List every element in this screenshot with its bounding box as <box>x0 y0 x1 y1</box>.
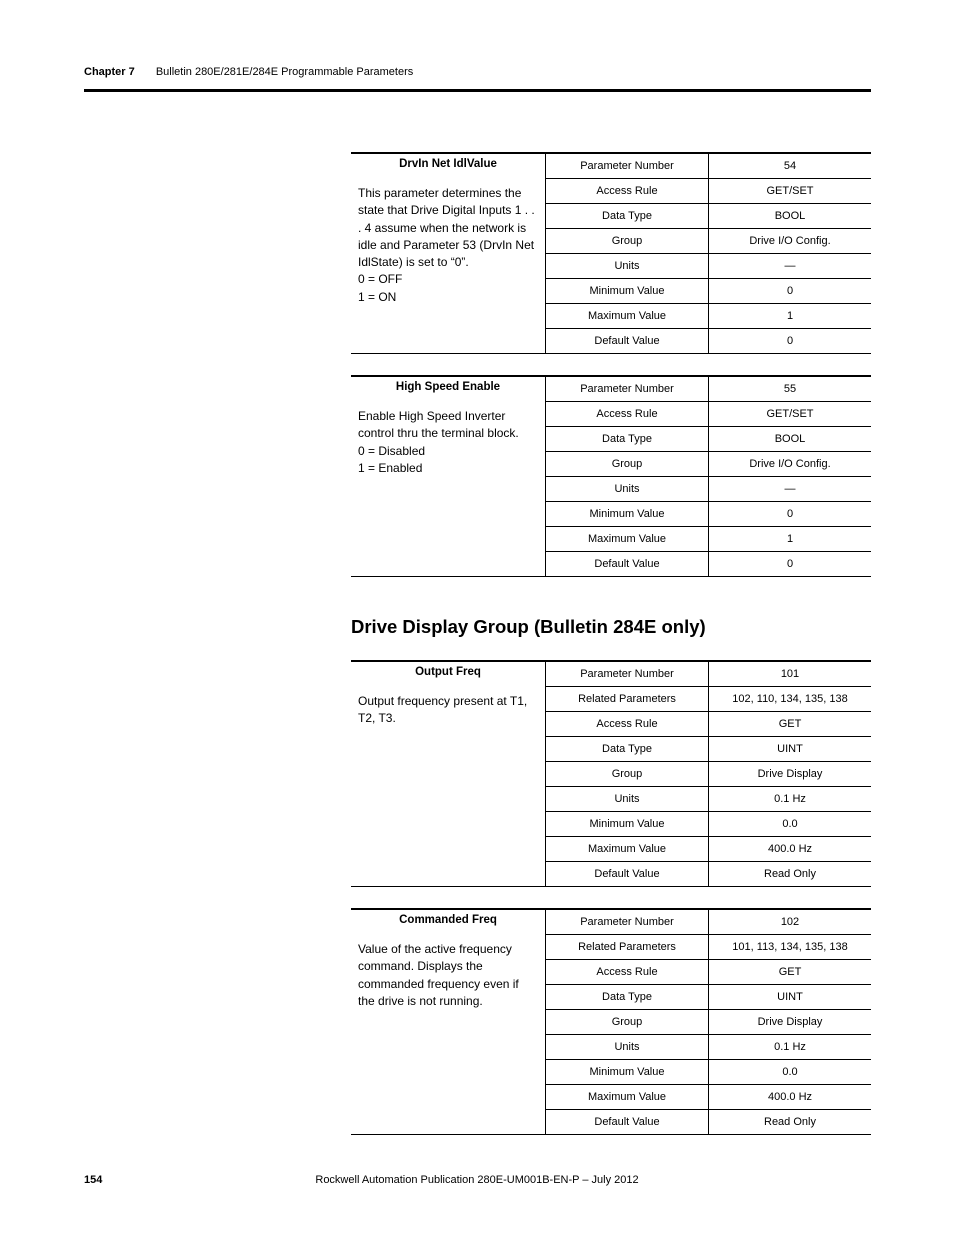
attr-key: Access Rule <box>546 960 709 984</box>
attr-value: 0 <box>786 335 794 347</box>
attr-value: Drive I/O Config. <box>749 235 831 247</box>
attr-value: 400.0 Hz <box>767 1091 813 1103</box>
description-line: 1 = ON <box>358 289 397 304</box>
param-description <box>351 185 545 306</box>
table-row <box>546 910 871 934</box>
attr-value: GET <box>778 966 802 978</box>
table-row <box>546 476 871 501</box>
param-description-cell <box>351 910 546 1134</box>
page-number: 154 <box>84 1174 103 1186</box>
attr-value: Read Only <box>764 868 816 880</box>
attr-value: 0 <box>786 285 794 297</box>
attr-value: 0 <box>786 558 794 570</box>
attr-key: Default Value <box>546 862 709 886</box>
param-description <box>351 408 545 477</box>
attr-key: Data Type <box>546 985 709 1009</box>
attr-key: Data Type <box>546 427 709 451</box>
table-row <box>546 401 871 426</box>
attr-key: Access Rule <box>546 712 709 736</box>
description-line: Enable High Speed Inverter control thru the terminal block. <box>358 409 519 441</box>
table-row <box>546 278 871 303</box>
attr-value: 0.0 <box>782 1066 798 1078</box>
attr-key: Parameter Number <box>546 154 709 178</box>
attr-key: Related Parameters <box>546 935 709 959</box>
attr-value: 102 <box>780 916 800 928</box>
attr-key: Data Type <box>546 204 709 228</box>
table-row <box>546 1059 871 1084</box>
attr-key: Default Value <box>546 1110 709 1134</box>
param-attributes <box>546 154 871 353</box>
description-line: 0 = OFF <box>358 272 403 287</box>
attr-key: Minimum Value <box>546 502 709 526</box>
table-row <box>546 377 871 401</box>
publication-footer: Rockwell Automation Publication 280E-UM001B-EN-P – July 2012 <box>315 1174 639 1186</box>
attr-key: Default Value <box>546 552 709 576</box>
attr-value: — <box>784 483 796 495</box>
attr-key: Access Rule <box>546 402 709 426</box>
attr-key: Maximum Value <box>546 1085 709 1109</box>
param-name: DrvIn Net IdlValue <box>399 158 497 170</box>
table-row <box>546 934 871 959</box>
attr-key: Group <box>546 762 709 786</box>
table-row <box>546 1009 871 1034</box>
table-row <box>546 203 871 228</box>
param-attributes <box>546 662 871 886</box>
param-table-drvin-net-idlvalue <box>351 152 871 354</box>
attr-key: Group <box>546 452 709 476</box>
attr-key: Group <box>546 229 709 253</box>
attr-value: Read Only <box>764 1116 816 1128</box>
chapter-title: Bulletin 280E/281E/284E Programmable Parameters <box>155 66 414 78</box>
param-name: Output Freq <box>415 666 481 678</box>
attr-value: 54 <box>783 160 797 172</box>
attr-value: 1 <box>786 533 794 545</box>
attr-key: Minimum Value <box>546 812 709 836</box>
description-line: 1 = Enabled <box>358 460 423 475</box>
table-row <box>546 761 871 786</box>
attr-key: Parameter Number <box>546 662 709 686</box>
attr-value: GET/SET <box>766 408 814 420</box>
attr-value: 55 <box>783 383 797 395</box>
table-row <box>546 551 871 576</box>
attr-key: Units <box>546 477 709 501</box>
table-row <box>546 253 871 278</box>
table-row <box>546 1034 871 1059</box>
attr-value: 101, 113, 134, 135, 138 <box>732 941 848 953</box>
chapter-label: Chapter 7 <box>84 66 135 78</box>
param-table-output-freq <box>351 660 871 887</box>
attr-value: 400.0 Hz <box>767 843 813 855</box>
attr-key: Related Parameters <box>546 687 709 711</box>
table-row <box>546 1109 871 1134</box>
param-table-commanded-freq <box>351 908 871 1135</box>
attr-value: GET <box>778 718 802 730</box>
attr-value: 0 <box>786 508 794 520</box>
table-row <box>546 228 871 253</box>
table-row <box>546 1084 871 1109</box>
param-description <box>351 693 545 728</box>
table-row <box>546 328 871 353</box>
param-description-cell <box>351 154 546 353</box>
attr-key: Parameter Number <box>546 377 709 401</box>
attr-key: Maximum Value <box>546 304 709 328</box>
description-line: Output frequency present at T1, T2, T3. <box>358 694 528 726</box>
attr-key: Data Type <box>546 737 709 761</box>
attr-value: — <box>784 260 796 272</box>
param-attributes <box>546 377 871 576</box>
attr-value: 101 <box>780 668 800 680</box>
attr-value: 0.1 Hz <box>774 1041 806 1053</box>
attr-key: Maximum Value <box>546 837 709 861</box>
attr-value: 102, 110, 134, 135, 138 <box>732 693 848 705</box>
table-row <box>546 861 871 886</box>
attr-key: Maximum Value <box>546 527 709 551</box>
table-row <box>546 736 871 761</box>
attr-key: Default Value <box>546 329 709 353</box>
attr-value: Drive I/O Config. <box>749 458 831 470</box>
table-row <box>546 984 871 1009</box>
param-attributes <box>546 910 871 1134</box>
table-row <box>546 662 871 686</box>
table-row <box>546 686 871 711</box>
running-header <box>84 66 413 78</box>
description-line: Value of the active frequency command. Displays the commanded frequency even if the drive is not running. <box>358 942 519 1008</box>
attr-value: Drive Display <box>757 768 823 780</box>
description-line: 0 = Disabled <box>358 443 426 458</box>
attr-value: UINT <box>777 991 803 1003</box>
param-description-cell <box>351 377 546 576</box>
table-row <box>546 711 871 736</box>
table-row <box>546 501 871 526</box>
attr-value: GET/SET <box>766 185 814 197</box>
table-row <box>546 303 871 328</box>
attr-value: BOOL <box>774 210 806 222</box>
attr-key: Units <box>546 254 709 278</box>
header-rule <box>84 89 871 92</box>
description-line: This parameter determines the state that Drive Digital Inputs 1 . . . 4 assume when the network is idle and Parameter 53 (DrvIn Net IdlState) is set to “0”. <box>358 186 535 270</box>
attr-key: Parameter Number <box>546 910 709 934</box>
table-row <box>546 451 871 476</box>
param-description-cell <box>351 662 546 886</box>
attr-value: 0.1 Hz <box>774 793 806 805</box>
table-row <box>546 786 871 811</box>
table-row <box>546 811 871 836</box>
table-row <box>546 836 871 861</box>
param-name: Commanded Freq <box>399 914 497 926</box>
param-name: High Speed Enable <box>395 381 501 393</box>
param-table-high-speed-enable <box>351 375 871 577</box>
attr-key: Units <box>546 1035 709 1059</box>
table-row <box>546 154 871 178</box>
attr-key: Group <box>546 1010 709 1034</box>
attr-value: UINT <box>777 743 803 755</box>
attr-key: Minimum Value <box>546 279 709 303</box>
attr-key: Minimum Value <box>546 1060 709 1084</box>
section-title: Drive Display Group (Bulletin 284E only) <box>351 616 706 637</box>
attr-value: 1 <box>786 310 794 322</box>
table-row <box>546 959 871 984</box>
attr-value: 0.0 <box>782 818 798 830</box>
param-description <box>351 941 545 1010</box>
attr-key: Access Rule <box>546 179 709 203</box>
attr-value: BOOL <box>774 433 806 445</box>
table-row <box>546 426 871 451</box>
table-row <box>546 526 871 551</box>
attr-key: Units <box>546 787 709 811</box>
table-row <box>546 178 871 203</box>
attr-value: Drive Display <box>757 1016 823 1028</box>
